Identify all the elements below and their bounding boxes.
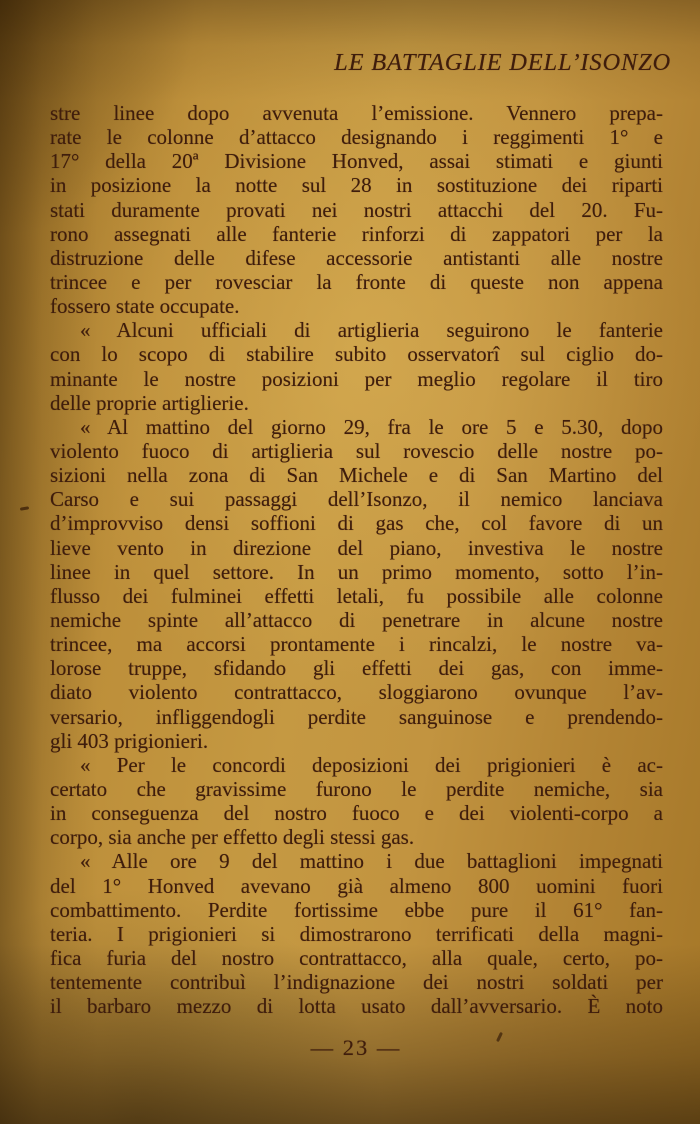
body-line: d’improvviso densi soffioni di gas che, col favore di un — [50, 511, 663, 536]
paragraph — [50, 849, 663, 1018]
body-line: in conseguenza del nostro fuoco e dei violenti-corpo a — [50, 801, 663, 826]
body-line: « Alle ore 9 del mattino i due battaglioni impegnati — [80, 849, 663, 874]
body-line: combattimento. Perdite fortissime ebbe pure il 61° fan- — [50, 897, 663, 922]
body-line: tentemente contribuì l’indignazione dei nostri soldati per — [50, 970, 663, 995]
body-line: fica furia del nostro contrattacco, alla quale, certo, po- — [50, 945, 663, 970]
body-line: violento fuoco di artiglieria sul rovescio delle nostre po- — [50, 438, 663, 463]
body-line: gli 403 prigionieri. — [50, 728, 209, 753]
body-line: versario, infliggendogli perdite sanguinose e prendendo- — [50, 704, 663, 729]
body-line: trincee e per rovesciar la fronte di queste non appena — [50, 269, 663, 294]
body-line: con lo scopo di stabilire subito osservatorî sul ciglio do- — [50, 342, 663, 367]
body-line: fossero state occupate. — [50, 294, 240, 319]
body-line: « Per le concordi deposizioni dei prigionieri è ac- — [80, 752, 663, 777]
body-line: il barbaro mezzo di lotta usato dall’avversario. È noto — [50, 994, 663, 1019]
scan-artifact-dash — [20, 506, 29, 511]
body-line: Carso e sui passaggi dell’Isonzo, il nemico lanciava — [50, 487, 663, 512]
paragraph — [50, 101, 663, 318]
body-line: rono assegnati alle fanterie rinforzi di zappatori per la — [50, 221, 663, 246]
paragraph — [50, 753, 663, 850]
body-line: diato violento contrattacco, sloggiarono ovunque l’av- — [50, 680, 663, 705]
body-line: « Alcuni ufficiali di artiglieria seguirono le fanterie — [80, 318, 663, 343]
body-line: lorose truppe, sfidando gli effetti dei gas, con imme- — [50, 656, 663, 681]
body-line: linee in quel settore. In un primo momento, sotto l’in- — [50, 559, 663, 584]
body-line: minante le nostre posizioni per meglio regolare il tiro — [50, 366, 663, 391]
body-text — [50, 101, 663, 1018]
body-line: certato che gravissime furono le perdite nemiche, sia — [50, 776, 663, 801]
body-line: stati duramente provati nei nostri attacchi del 20. Fu- — [50, 197, 663, 222]
body-line: lieve vento in direzione del piano, investiva le nostre — [50, 535, 663, 560]
body-line: trincee, ma accorsi prontamente i rincalzi, le nostre va- — [50, 632, 663, 657]
body-line: in posizione la notte sul 28 in sostituzione dei riparti — [50, 173, 663, 198]
paragraph — [50, 415, 663, 753]
body-line: « Al mattino del giorno 29, fra le ore 5 e 5.30, dopo — [80, 414, 663, 439]
body-line: sizioni nella zona di San Michele e di San Martino del — [50, 463, 663, 488]
body-line: del 1° Honved avevano già almeno 800 uomini fuori — [50, 873, 663, 898]
paragraph — [50, 318, 663, 415]
page-number: — 23 — — [310, 1035, 402, 1060]
body-line: teria. I prigionieri si dimostrarono terrificati della magni- — [50, 921, 663, 946]
running-header: LE BATTAGLIE DELL’ISONZO — [334, 49, 671, 76]
body-line: delle proprie artiglierie. — [50, 390, 249, 415]
body-line: nemiche spinte all’attacco di penetrare in alcune nostre — [50, 607, 663, 632]
body-line: distruzione delle difese accessorie antistanti alle nostre — [50, 245, 663, 270]
body-line: 17° della 20ª Divisione Honved, assai stimati e giunti — [50, 149, 663, 174]
body-line: corpo, sia anche per effetto degli stessi gas. — [50, 825, 415, 850]
body-line: stre linee dopo avvenuta l’emissione. Vennero prepa- — [50, 101, 663, 125]
body-line: rate le colonne d’attacco designando i reggimenti 1° e — [50, 125, 663, 150]
body-line: flusso dei fulminei effetti letali, fu possibile alle colonne — [50, 583, 663, 608]
